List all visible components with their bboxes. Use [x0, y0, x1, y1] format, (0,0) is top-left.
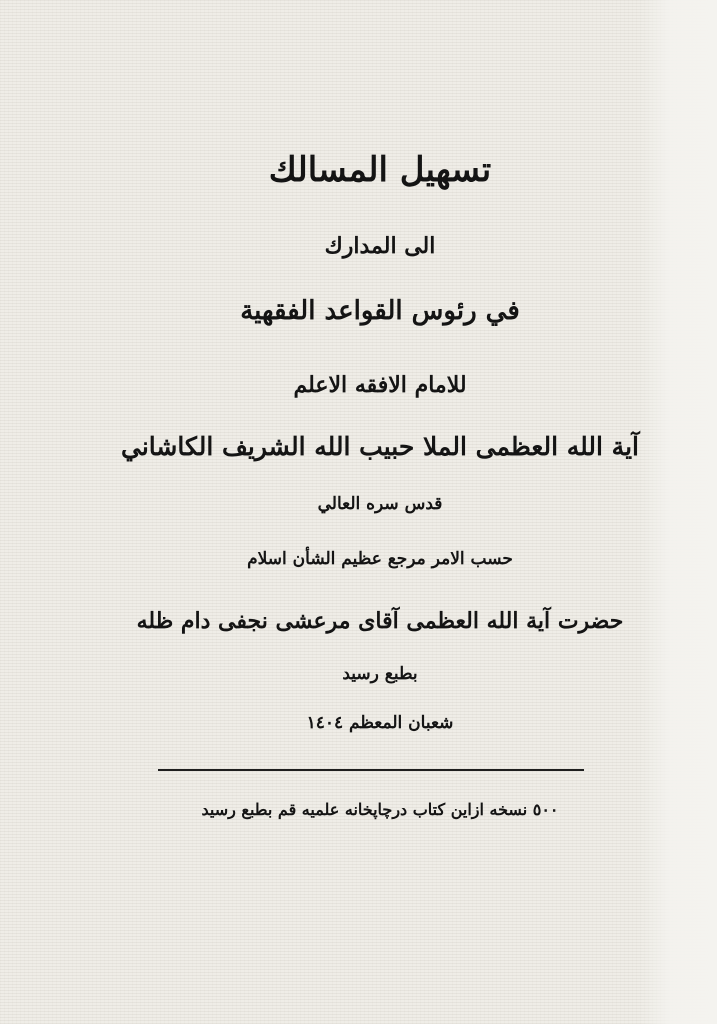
horizontal-divider — [158, 769, 584, 771]
permission-line: حسب الامر مرجع عظيم الشأن اسلام — [247, 549, 513, 569]
author-epithet: للامام الافقه الاعلم — [293, 372, 467, 398]
printed-note: بطبع رسيد — [342, 664, 418, 684]
publication-date: شعبان المعظم ١٤٠٤ — [306, 713, 454, 733]
patron-name: حضرت آية الله العظمى آقاى مرعشى نجفى دام ظله — [136, 608, 624, 634]
book-title: تسهيل المسالك — [268, 150, 492, 190]
print-run-note: ٥٠٠ نسخه ازاين كتاب درچاپخانه علميه قم بطبع رسيد — [201, 800, 559, 819]
subtitle-line-1: الى المدارك — [324, 233, 436, 259]
subtitle-line-2: في رئوس القواعد الفقهية — [240, 296, 520, 326]
author-name: آية الله العظمى الملا حبيب الله الشريف الكاشاني — [120, 432, 639, 461]
author-honorific: قدس سره العالي — [317, 494, 443, 514]
